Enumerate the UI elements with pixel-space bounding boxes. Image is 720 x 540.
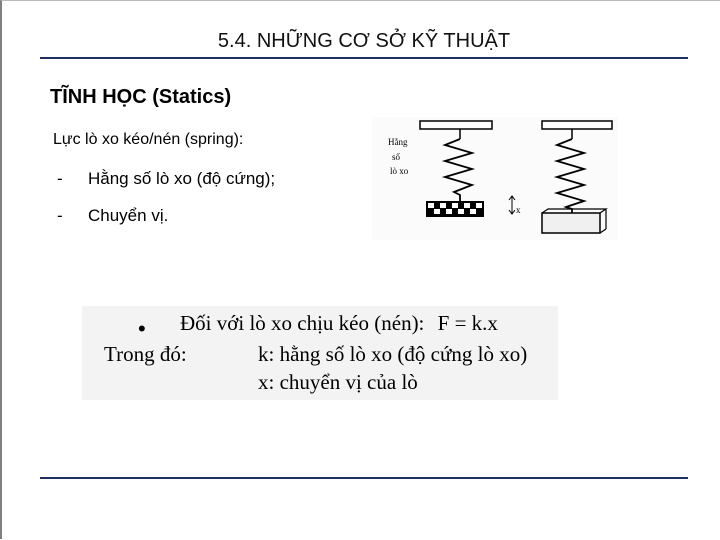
figure-label-3: lò xo (390, 166, 409, 176)
list-dash: - (57, 206, 63, 225)
k-definition: k: hằng số lò xo (độ cứng lò xo) (258, 342, 528, 366)
formula-image (82, 306, 558, 400)
spring-figure (372, 117, 618, 240)
left-spring (420, 121, 492, 217)
figure-label-1: Hằng (388, 137, 408, 147)
slide-title: 5.4. NHỮNG CƠ SỞ KỸ THUẬT (217, 30, 511, 52)
displacement-label: x (516, 205, 521, 215)
lead-text: Lực lò xo kéo/nén (spring): (53, 131, 244, 148)
where-label: Trong đó: (104, 342, 187, 366)
section-heading: TĨNH HỌC (Statics) (50, 86, 232, 108)
title-rule (40, 57, 688, 59)
right-spring (542, 121, 612, 233)
list-item-text: Chuyển vị. (88, 206, 169, 225)
formula-line (180, 311, 498, 336)
x-definition: x: chuyển vị của lò (258, 370, 418, 394)
formula-equation: F = k.x (437, 311, 498, 335)
formula-text: Đối với lò xo chịu kéo (nén): (180, 311, 425, 335)
list-item-text: Hằng số lò xo (độ cứng); (88, 169, 276, 188)
footer-rule (40, 477, 688, 479)
list-dash: - (57, 169, 63, 188)
figure-label-2: số (392, 152, 401, 162)
spring-diagram (372, 117, 618, 240)
displacement-marker (509, 196, 521, 215)
formula-bullet: • (138, 316, 146, 341)
